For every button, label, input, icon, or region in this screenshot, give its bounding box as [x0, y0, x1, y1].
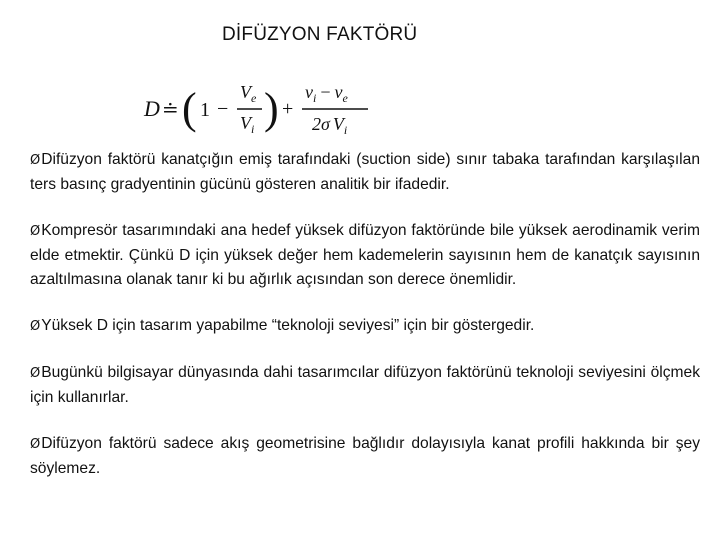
diffusion-factor-formula [142, 76, 372, 140]
formula-lhs: D [144, 96, 160, 121]
formula-open-paren: ( [182, 84, 197, 133]
page-title: DİFÜZYON FAKTÖRÜ [222, 24, 418, 45]
formula-plus: + [282, 98, 294, 120]
bullet-text: Yüksek D için tasarım yapabilme “teknoloji seviyesi” için bir göstergedir. [41, 317, 535, 334]
ratio1-numerator: $V_e$ [240, 82, 257, 105]
bullet-arrow-icon: Ø [30, 224, 41, 239]
bullet-arrow-icon: Ø [30, 153, 41, 168]
bullet-arrow-icon: Ø [30, 319, 41, 334]
bullet-item [30, 432, 700, 481]
formula-one: 1 [200, 99, 210, 121]
bullet-list [30, 148, 700, 503]
bullet-text: Bugünkü bilgisayar dünyasında dahi tasarımcılar difüzyon faktörünü teknoloji seviyesini ölçmek için kullanırlar. [30, 364, 700, 406]
bullet-text: Difüzyon faktörü sadece akış geometrisine bağlıdır dolayısıyla kanat profili hakkında bir şey söylemez. [30, 435, 700, 477]
bullet-arrow-icon: Ø [30, 366, 41, 381]
formula-relation: ≐ [162, 99, 179, 121]
formula-minus: − [217, 98, 229, 120]
formula-close-paren: ) [264, 84, 279, 133]
bullet-text: Difüzyon faktörü kanatçığın emiş tarafındaki (suction side) sınır tabaka tarafından karşılaşılan ters basınç gradyentinin gücünü gösteren analitik bir ifadedir. [30, 151, 700, 193]
bullet-text: Kompresör tasarımındaki ana hedef yüksek difüzyon faktöründe bile yüksek aerodinamik verim elde etmektir. Çünkü D için yüksek değer hem kademelerin sayısının hem de kanatçık sayısının azaltılmasına olanak tanır ki bu ağırlık açısından son derece önemlidir. [30, 222, 700, 288]
bullet-item [30, 148, 700, 197]
bullet-item [30, 361, 700, 410]
ratio2-denominator: 2σ $V_i$ [312, 114, 348, 137]
bullet-item [30, 314, 700, 339]
bullet-item [30, 219, 700, 292]
ratio2-numerator: $v_i - v_e$ [305, 82, 348, 105]
ratio1-denominator: $V_i$ [240, 113, 255, 136]
bullet-arrow-icon: Ø [30, 437, 41, 452]
